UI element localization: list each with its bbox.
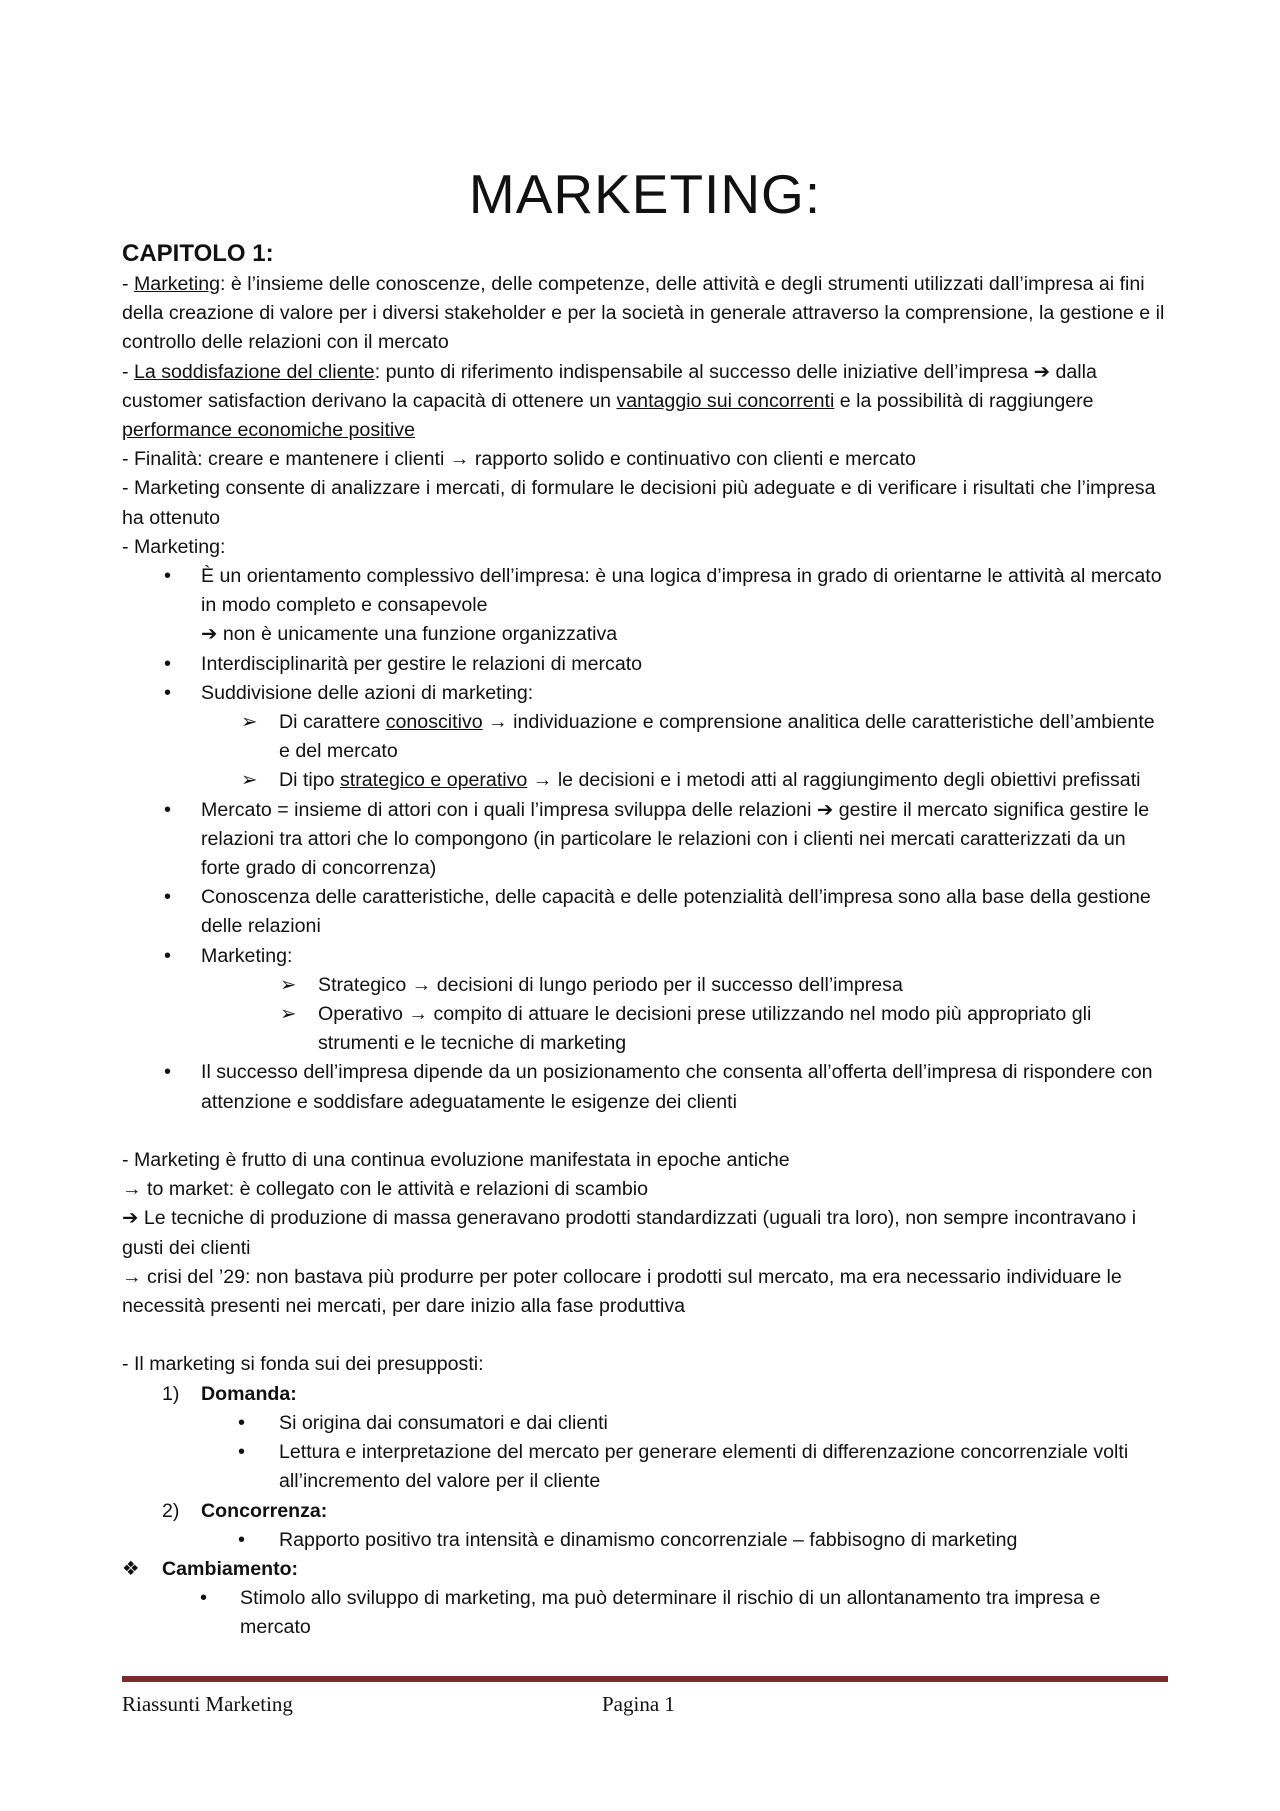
arrow-icon: ➔: [122, 1207, 139, 1230]
chapter-heading: CAPITOLO 1:: [122, 240, 274, 267]
list-item: [122, 650, 1168, 679]
list-item: [122, 679, 1168, 708]
text-segment: Le tecniche di produzione di massa generavano prodotti standardizzati (uguali tra loro), non sempre incontravano i gusti dei clienti: [122, 1207, 1137, 1259]
arrow-icon: →: [411, 973, 432, 996]
underlined-vantaggio: vantaggio sui concorrenti: [616, 389, 835, 412]
paragraph-marketing-definition: [122, 270, 1168, 358]
arrowhead-bullet-icon: ➢: [241, 711, 258, 734]
sub-list-item: [122, 1000, 1168, 1058]
list-item-text: Lettura e interpretazione del mercato per generare elementi di differenzazione concorrenziale volti all’incremento del valore per il cliente: [279, 1441, 1129, 1493]
paragraph-customer-satisfaction: [122, 358, 1168, 446]
list-item-text: Conoscenza delle caratteristiche, delle capacità e delle potenzialità dell’impresa sono alla base della gestione delle relazioni: [201, 886, 1151, 938]
text-segment: decisioni di lungo periodo per il successo dell’impresa: [431, 973, 903, 996]
dash: -: [122, 273, 134, 295]
paragraph-crisi: [122, 1263, 1168, 1321]
list-item-text: Interdisciplinarità per gestire le relazioni di mercato: [201, 652, 643, 675]
paragraph-presupposti: - Il marketing si fonda sui dei presupposti:: [122, 1353, 484, 1376]
arrow-icon: →: [488, 711, 508, 734]
list-item-text: Rapporto positivo tra intensità e dinamismo concorrenziale – fabbisogno di marketing: [279, 1528, 1018, 1551]
list-item: [122, 562, 1168, 650]
list-item-text: Il successo dell’impresa dipende da un posizionamento che consenta all’offerta dell’impresa di rispondere con attenzione e soddisfare adeguatamente le esigenze dei clienti: [201, 1061, 1153, 1113]
numbered-item: [122, 1497, 1168, 1526]
footer-title: Riassunti Marketing: [122, 1692, 293, 1716]
text-segment: crisi del ’29: non bastava più produrre per poter collocare i prodotti sul mercato, ma era necessario individuare le necessità presenti nei mercati, per dare inizio alla fase produttiva: [122, 1265, 1122, 1318]
sub-list-item: [122, 1584, 1168, 1642]
paragraph-tecniche: [122, 1204, 1168, 1262]
list-item: [122, 1058, 1168, 1116]
footer-page-number: Pagina 1: [602, 1692, 675, 1716]
list-number: 1): [162, 1382, 180, 1405]
paragraph-marketing-list-intro: - Marketing:: [122, 535, 226, 558]
list-item: [122, 942, 1168, 971]
arrow-icon: ➔: [1033, 360, 1051, 383]
bullet-icon: •: [200, 1587, 208, 1610]
diamond-item: [122, 1555, 1168, 1584]
list-item-text: non è unicamente una funzione organizzativa: [217, 623, 618, 646]
text-segment: Di carattere: [279, 711, 386, 734]
arrowhead-bullet-icon: ➢: [241, 769, 258, 792]
bullet-icon: •: [164, 886, 172, 909]
term-soddisfazione: La soddisfazione del cliente: [133, 360, 375, 383]
arrow-icon: →: [122, 1178, 142, 1201]
bullet-icon: •: [164, 1061, 172, 1084]
arrow-icon: ➔: [816, 798, 834, 821]
term-marketing: Marketing: [133, 273, 220, 295]
sub-list-item: [122, 1438, 1168, 1496]
underlined-conoscitivo: conoscitivo: [385, 711, 483, 734]
bullet-icon: •: [164, 944, 172, 967]
arrowhead-bullet-icon: ➢: [280, 1003, 297, 1026]
arrowhead-bullet-icon: ➢: [280, 973, 297, 996]
bullet-icon: •: [164, 798, 172, 821]
text-segment: rapporto solido e continuativo con clienti e mercato: [469, 448, 916, 471]
text-segment: le decisioni e i metodi atti al raggiungimento degli obiettivi prefissati: [552, 769, 1141, 792]
list-number: 2): [162, 1499, 180, 1522]
arrow-icon: ➔: [201, 623, 218, 646]
bullet-icon: •: [238, 1441, 246, 1464]
underlined-performance: performance economiche positive: [122, 419, 415, 442]
marketing-bullet-list: [122, 562, 1168, 1117]
list-item-text: Si origina dai consumatori e dai clienti: [279, 1411, 608, 1434]
arrow-icon: →: [408, 1003, 428, 1026]
text-segment: Operativo: [318, 1003, 409, 1026]
list-item-text: Suddivisione delle azioni di marketing:: [201, 681, 534, 704]
footer-divider: [122, 1676, 1168, 1682]
sub-list-item: [122, 1409, 1168, 1438]
list-item-text: Stimolo allo sviluppo di marketing, ma può determinare il rischio di un allontanamento tra impresa e mercato: [240, 1587, 1101, 1639]
list-item: [122, 796, 1168, 884]
arrow-icon: →: [449, 448, 470, 471]
text-segment: to market: è collegato con le attività e relazioni di scambio: [141, 1178, 649, 1201]
document-title: MARKETING:: [468, 163, 822, 225]
text-segment: compito di attuare le decisioni prese utilizzando nel modo più appropriato gli strumenti e le tecniche di marketing: [318, 1003, 1092, 1055]
text-segment: : punto di riferimento indispensabile al successo delle iniziative dell’impresa: [374, 360, 1034, 383]
bullet-icon: •: [238, 1411, 246, 1434]
arrow-icon: →: [532, 769, 553, 792]
paragraph-to-market: [122, 1175, 1168, 1204]
text-segment: Di tipo: [279, 769, 340, 792]
list-item: [122, 883, 1168, 941]
blank-line: [122, 1321, 1168, 1350]
presupposti-list: [122, 1380, 1168, 1643]
heading-domanda: Domanda:: [201, 1382, 297, 1405]
text-segment: Strategico: [318, 973, 412, 996]
document-body: [122, 238, 1168, 1643]
heading-concorrenza: Concorrenza:: [201, 1499, 328, 1522]
paragraph-finalita: [122, 445, 1168, 474]
sub-list-item: [122, 1526, 1168, 1555]
text-segment: e la possibilità di raggiungere: [834, 389, 1094, 412]
blank-line: [122, 1117, 1168, 1146]
bullet-icon: •: [238, 1528, 246, 1551]
text-segment: - Finalità: creare e mantenere i clienti: [122, 448, 450, 471]
underlined-strategico: strategico e operativo: [339, 769, 528, 792]
dash: -: [122, 360, 134, 383]
paragraph-evoluzione: - Marketing è frutto di una continua evoluzione manifestata in epoche antiche: [122, 1149, 790, 1172]
text-segment: dalla customer satisfaction derivano la capacità di ottenere un: [122, 360, 1097, 412]
bullet-icon: •: [164, 681, 172, 704]
heading-cambiamento: Cambiamento:: [162, 1557, 299, 1580]
list-item-text: Marketing:: [201, 944, 293, 967]
sub-list-item: [122, 766, 1168, 795]
text-segment: gestire il mercato significa gestire le relazioni tra attori che lo compongono (in particolare le relazioni con i clienti nei mercati caratterizzati da un forte grado di concorrenza): [201, 798, 1150, 880]
definition-text: : è l’insieme delle conoscenze, delle competenze, delle attività e degli strumenti utilizzati dall’impresa ai fini della creazione di valore per i diversi stakeholder e per la società in generale attraverso la comprensione, la gestione e il controllo delle relazioni con il mercato: [122, 273, 1165, 354]
text-segment: Mercato = insieme di attori con i quali l’impresa sviluppa delle relazioni: [201, 798, 817, 821]
list-item-text: È un orientamento complessivo dell’impresa: è una logica d’impresa in grado di orientarne le attività al mercato in modo completo e consapevole: [201, 565, 1162, 617]
paragraph-consente: - Marketing consente di analizzare i mercati, di formulare le decisioni più adeguate e di verificare i risultati che l’impresa ha ottenuto: [122, 477, 1156, 529]
sub-list-item: [122, 971, 1168, 1000]
numbered-item: [122, 1380, 1168, 1409]
diamond-bullet-icon: ❖: [122, 1557, 140, 1580]
bullet-icon: •: [164, 565, 172, 588]
bullet-icon: •: [164, 652, 172, 675]
sub-list-item: [122, 708, 1168, 766]
arrow-icon: →: [122, 1265, 142, 1288]
text-segment: individuazione e comprensione analitica delle caratteristiche dell’ambiente e del mercato: [279, 711, 1155, 763]
